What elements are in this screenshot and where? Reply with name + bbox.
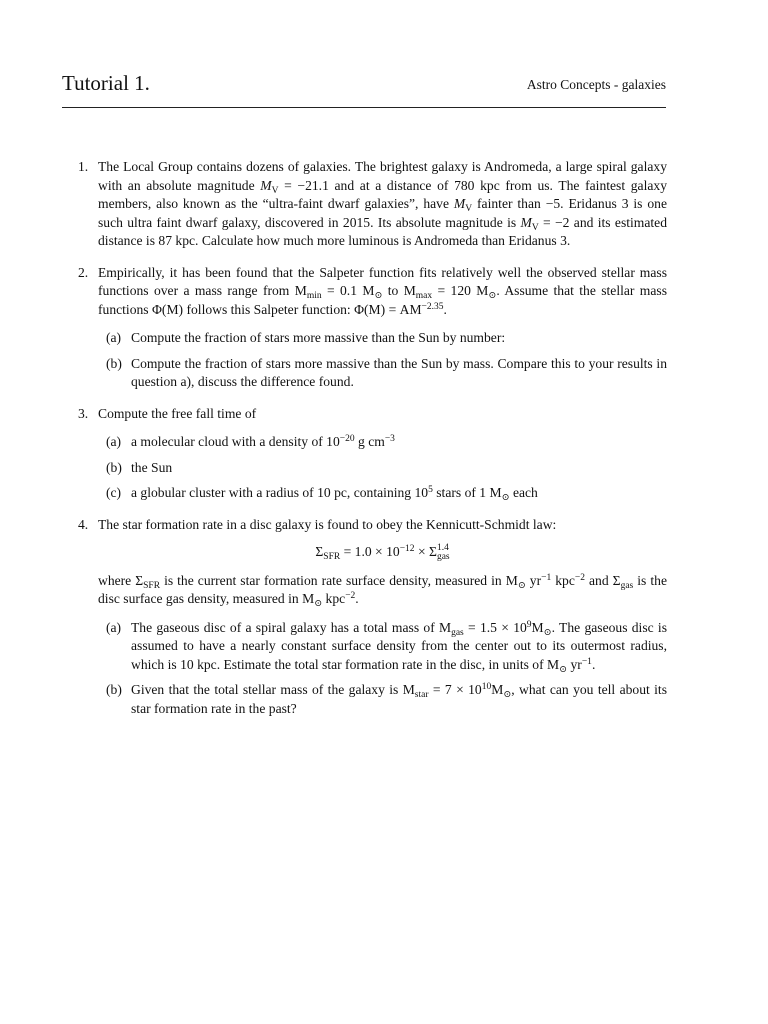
question-text: The Local Group contains dozens of galaxies. The brightest galaxy is Andromeda, a large spiral galaxy with an absolute magnitude (98, 159, 667, 193)
equation-part: × Σ (414, 544, 437, 559)
question-list (62, 158, 667, 718)
where-text: is the disc surface gas density, measured in M (98, 572, 667, 607)
subquestion-4b (98, 681, 667, 718)
question-text: = 120 M (432, 283, 489, 298)
question-text: Compute the free fall time of (98, 405, 257, 421)
where-text: kpc (551, 572, 575, 588)
math-subscript: max (415, 291, 433, 301)
math-exponent: −1 (541, 572, 552, 583)
header-divider (62, 107, 666, 108)
question-number: 4. (78, 516, 89, 532)
math-exponent: 9 (526, 619, 532, 630)
math-exponent: 1.4 (436, 542, 449, 553)
math-subscript: gas (436, 551, 450, 562)
question-text: Empirically, it has been found that the Salpeter function fits relatively well the observed stellar mass functions over a mass range from M (98, 264, 667, 298)
subquestion-label: (a) (106, 434, 122, 449)
math-subscript: V (465, 204, 473, 214)
question-text: = 0.1 M (321, 283, 375, 298)
subquestion-label: (b) (106, 682, 122, 698)
subquestion-text: The gaseous disc of a spiral galaxy has a total mass of M (131, 619, 452, 635)
subquestion-text: a molecular cloud with a density of 10 (131, 434, 340, 449)
subquestion-label: (a) (106, 619, 122, 635)
where-text: . (355, 591, 359, 607)
sun-symbol: ⊙ (503, 690, 512, 701)
question-text: The star formation rate in a disc galaxy is found to obey the Kennicutt-Schmidt law: (98, 516, 557, 532)
subquestion-3c (98, 484, 667, 503)
math-exponent: −1 (581, 656, 592, 667)
subquestion-text: = 7 × 10 (428, 682, 482, 698)
math-subscript: SFR (143, 580, 161, 591)
math-exponent: −20 (339, 434, 355, 444)
question-text: = −2 and its estimated distance is 87 kpc. Calculate how much more luminous is Andromeda than Eridanus 3. (98, 214, 668, 248)
math-symbol: M (520, 214, 532, 230)
question-text: to M (382, 283, 416, 298)
subquestion-label: (b) (106, 355, 122, 371)
subquestion-list (98, 619, 667, 719)
where-text: where Σ (98, 572, 144, 588)
math-subscript: min (306, 291, 322, 301)
subquestion-3a (98, 433, 667, 452)
sun-symbol: ⊙ (559, 664, 568, 675)
subquestion-label: (a) (106, 330, 122, 345)
math-subscript: V (531, 222, 539, 233)
math-symbol: M (453, 196, 466, 211)
math-exponent: −2 (345, 591, 356, 602)
question-1 (62, 158, 667, 251)
equation-where-text (98, 572, 667, 609)
question-text: . Assume that the stellar mass functions Φ(M) follows this Salpeter function: Φ(M) = AM (98, 283, 667, 317)
math-subscript: star (414, 690, 429, 701)
math-exponent: −2.35 (421, 301, 444, 312)
math-subscript: gas (451, 627, 464, 638)
kennicutt-schmidt-equation (98, 543, 667, 562)
question-number: 1. (78, 159, 89, 174)
question-number: 2. (78, 264, 89, 280)
question-2 (62, 264, 667, 392)
where-text: kpc (322, 591, 346, 607)
subquestion-2b (98, 355, 667, 392)
subquestion-text: a globular cluster with a radius of 10 pc, containing 10 (131, 485, 429, 500)
subquestion-text: stars of 1 M (432, 485, 502, 500)
subquestion-text: yr (567, 656, 582, 672)
subquestion-text: g cm (354, 434, 385, 449)
question-number: 3. (78, 405, 89, 421)
subquestion-text: the Sun (131, 459, 173, 475)
math-exponent: −2 (574, 572, 585, 583)
question-text: = −21.1 and at a distance of 780 kpc from us. The faintest galaxy members, also known as the “ultra-faint dwarf galaxies”, have (98, 177, 667, 211)
math-subscript: SFR (323, 552, 341, 562)
tutorial-content (62, 158, 667, 731)
subquestion-text: each (509, 485, 538, 500)
question-text: . (443, 301, 447, 317)
math-exponent: −3 (384, 434, 395, 444)
question-4 (62, 516, 667, 719)
math-supsub (437, 544, 450, 562)
equation-part: = 1.0 × 10 (340, 544, 400, 559)
subquestion-text: Given that the total stellar mass of the galaxy is M (131, 682, 415, 698)
subquestion-4a (98, 619, 667, 675)
sun-symbol: ⊙ (543, 627, 552, 638)
subquestion-text: = 1.5 × 10 (463, 619, 527, 635)
where-text: and Σ (585, 572, 621, 588)
math-exponent: −12 (399, 544, 415, 554)
subquestion-list (98, 329, 667, 392)
sun-symbol: ⊙ (374, 291, 383, 301)
subquestion-text: M (491, 682, 504, 698)
where-text: yr (525, 572, 542, 588)
math-exponent: 5 (428, 485, 433, 495)
subquestion-text: Compute the fraction of stars more massive than the Sun by number: (131, 330, 506, 345)
page-subtitle: Astro Concepts - galaxies (526, 77, 666, 92)
sun-symbol: ⊙ (488, 291, 497, 301)
subquestion-label: (b) (106, 459, 122, 475)
subquestion-3b (98, 459, 667, 478)
question-text: fainter than −5. Eridanus 3 is one such ultra faint dwarf galaxy, discovered in 2015. Its absolute magnitude is (98, 196, 668, 230)
subquestion-text: M (531, 619, 544, 635)
subquestion-text: , what can you tell about its star formation rate in the past? (131, 682, 667, 716)
page-title: Tutorial 1. (62, 71, 150, 95)
subquestion-text: Compute the fraction of stars more massive than the Sun by mass. Compare this to your results in question a), discuss the difference found. (131, 355, 667, 389)
sun-symbol: ⊙ (314, 599, 323, 610)
subquestion-text: . (591, 656, 596, 672)
subquestion-list (98, 433, 667, 503)
subquestion-2a (98, 329, 667, 348)
subquestion-text: . The gaseous disc is assumed to have a nearly constant surface density from the center out to its outermost radius, which is 10 kpc. Estimate the total star formation rate in the disc, in units of M (131, 619, 668, 672)
math-exponent: 10 (481, 682, 492, 693)
math-symbol: M (260, 177, 272, 193)
where-text: is the current star formation rate surface density, measured in M (160, 572, 518, 588)
sun-symbol: ⊙ (517, 580, 526, 591)
equation-part: Σ (315, 544, 324, 559)
question-3 (62, 405, 667, 503)
subquestion-label: (c) (106, 485, 122, 500)
sun-symbol: ⊙ (501, 493, 510, 503)
math-subscript: V (271, 185, 279, 196)
math-subscript: gas (620, 580, 634, 591)
